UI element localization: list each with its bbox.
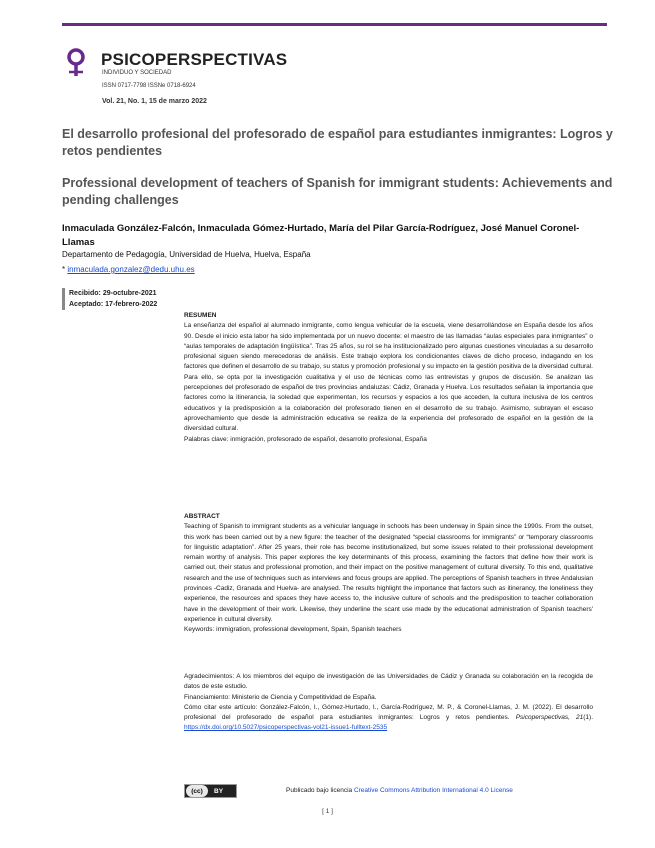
acknowledgements: Agradecimientos: A los miembros del equipo de investigación de las Universidades de Cádiz y Granada su colaboración en la recogida de datos de este estudio.: [184, 673, 593, 691]
top-accent-bar: [62, 23, 607, 26]
citation: [184, 703, 593, 734]
resumen-body: La enseñanza del español al alumnado inmigrante, como lengua vehicular de la escuela, viene desarrollándose en España desde los años 90. Desde el inicio esta labor ha sido implementada por un nuevo docente: el maestro de las llamadas “aulas especiales para inmigrantes” o “aulas temporales de adaptación lingüística”. Tras 25 años, su rol se ha institucionalizado pero algunas cuestiones vinculadas a su desarrollo profesional siguen siendo merecedoras de análisis. Este trabajo explora los condicionantes claves de dicho proceso, indagando en los factores que definen el desarrollo de su trabajo, su status y promoción profesional y su impacto en la gestión positiva de la diversidad cultural. Para ello, se opta por la investigación cualitativa y el uso de técnicas como las entrevistas y grupos de discusión. Se analizan las percepciones del profesorado de español de tres provincias andaluzas: Cádiz, Granada y Huelva. Los resultados señalan la importancia que factores como la itinerancia, la soledad que experimentan, los recursos y espacios a los que acceden, la cultura inclusiva de los centros educativos y la predisposición a la colaboración del profesorado tienen en el desarrollo de su trabajo. Asimismo, subrayan el escaso aprovechamiento que desde la administración educativa se realiza de la experiencia del profesorado de español en la gestión de la diversidad cultural.: [184, 322, 593, 433]
resumen-heading: RESUMEN: [184, 312, 217, 319]
abstract-keywords: Keywords: immigration, professional development, Spain, Spanish teachers: [184, 626, 402, 634]
article-dates: [62, 288, 157, 310]
resumen-section: [184, 311, 593, 445]
cc-license-badge[interactable]: [184, 784, 237, 798]
journal-subtitle: INDIVIDUO Y SOCIEDAD: [102, 70, 172, 76]
journal-issn: ISSN 0717-7798 ISSNe 0718-6924: [102, 83, 196, 89]
email-asterisk: *: [62, 265, 68, 274]
page-number: [ 1 ]: [322, 808, 333, 815]
journal-brand: PSICOPERSPECTIVAS: [101, 50, 288, 69]
received-date: Recibido: 29-octubre-2021: [69, 290, 157, 297]
title-english: Professional development of teachers of Spanish for immigrant students: Achievements and pending challenges: [62, 176, 613, 207]
citation-text: Cómo citar este artículo: González-Falcón, I., Gómez-Hurtado, I., García-Rodríguez, M. P., & Coronel-Llamas, J. M. (2022). El desarrollo profesional del profesorado de español para estudiantes inmigrantes: Logros y retos pendientes.: [184, 703, 593, 722]
license-text: [286, 787, 513, 794]
journal-logo-icon: [63, 48, 89, 78]
license-prefix: Publicado bajo licencia: [286, 787, 354, 794]
abstract-body: Teaching of Spanish to immigrant students as a vehicular language in schools has been underway in Spain since the 1990s. From the outset, this work has been carried out by a new figure: the teacher of the designated “special classrooms for immigrants” or “temporary classrooms for linguistic adaptation”. After 25 years, their role has become institutionalized, but some issues related to their professional development remain worthy of analysis. This paper explores the key determinants of this process, examining the factors that define how their work is carried out, their status and professional promotion, and their impact on the positive management of cultural diversity. To this end, qualitative research and the use of techniques such as interviews and focus groups are applied. The perceptions of Spanish teachers in three Andalusian provinces -Cadiz, Granada and Huelva- are analysed. The results highlight the importance that factors such as itinerancy, the loneliness they experience, the resources and spaces they have access to, the inclusive culture of schools and the predisposition to teacher collaboration have in the development of their work. Likewise, they underline the scant use made by the educational administration of Spanish teachers' experience in cultural diversity.: [184, 523, 593, 623]
citation-issue: (1).: [583, 714, 593, 722]
title-spanish: El desarrollo profesional del profesorado de español para estudiantes inmigrantes: Logros y retos pendientes: [62, 127, 613, 158]
abstract-heading: ABSTRACT: [184, 513, 220, 520]
affiliation: Departamento de Pedagogía, Universidad de Huelva, Huelva, España: [62, 250, 311, 259]
email-link[interactable]: inmaculada.gonzalez@dedu.uhu.es: [67, 265, 195, 274]
authors: Inmaculada González-Falcón, Inmaculada Gómez-Hurtado, María del Pilar García-Rodríguez, José Manuel Coronel-Llamas: [62, 223, 580, 248]
footnotes-section: [184, 672, 593, 734]
cc-by-label: BY: [214, 787, 224, 795]
doi-link[interactable]: https://dx.doi.org/10.5027/psicoperspectivas-vol21-issue1-fulltext-2535: [184, 724, 388, 732]
accepted-date: Aceptado: 17-febrero-2022: [69, 301, 158, 308]
abstract-section: [184, 512, 593, 636]
resumen-keywords: Palabras clave: inmigración, profesorado de español, desarrollo profesional, España: [184, 435, 427, 443]
funding: Financiamiento: Ministerio de Ciencia y Competitividad de España.: [184, 693, 377, 701]
license-link[interactable]: Creative Commons Attribution International 4.0 License: [353, 787, 513, 794]
journal-volume: Vol. 21, No. 1, 15 de marzo 2022: [102, 98, 207, 105]
citation-journal: Psicoperspectivas, 21: [515, 714, 584, 722]
corresponding-email: [62, 265, 195, 274]
cc-icon: (cc): [186, 785, 208, 797]
